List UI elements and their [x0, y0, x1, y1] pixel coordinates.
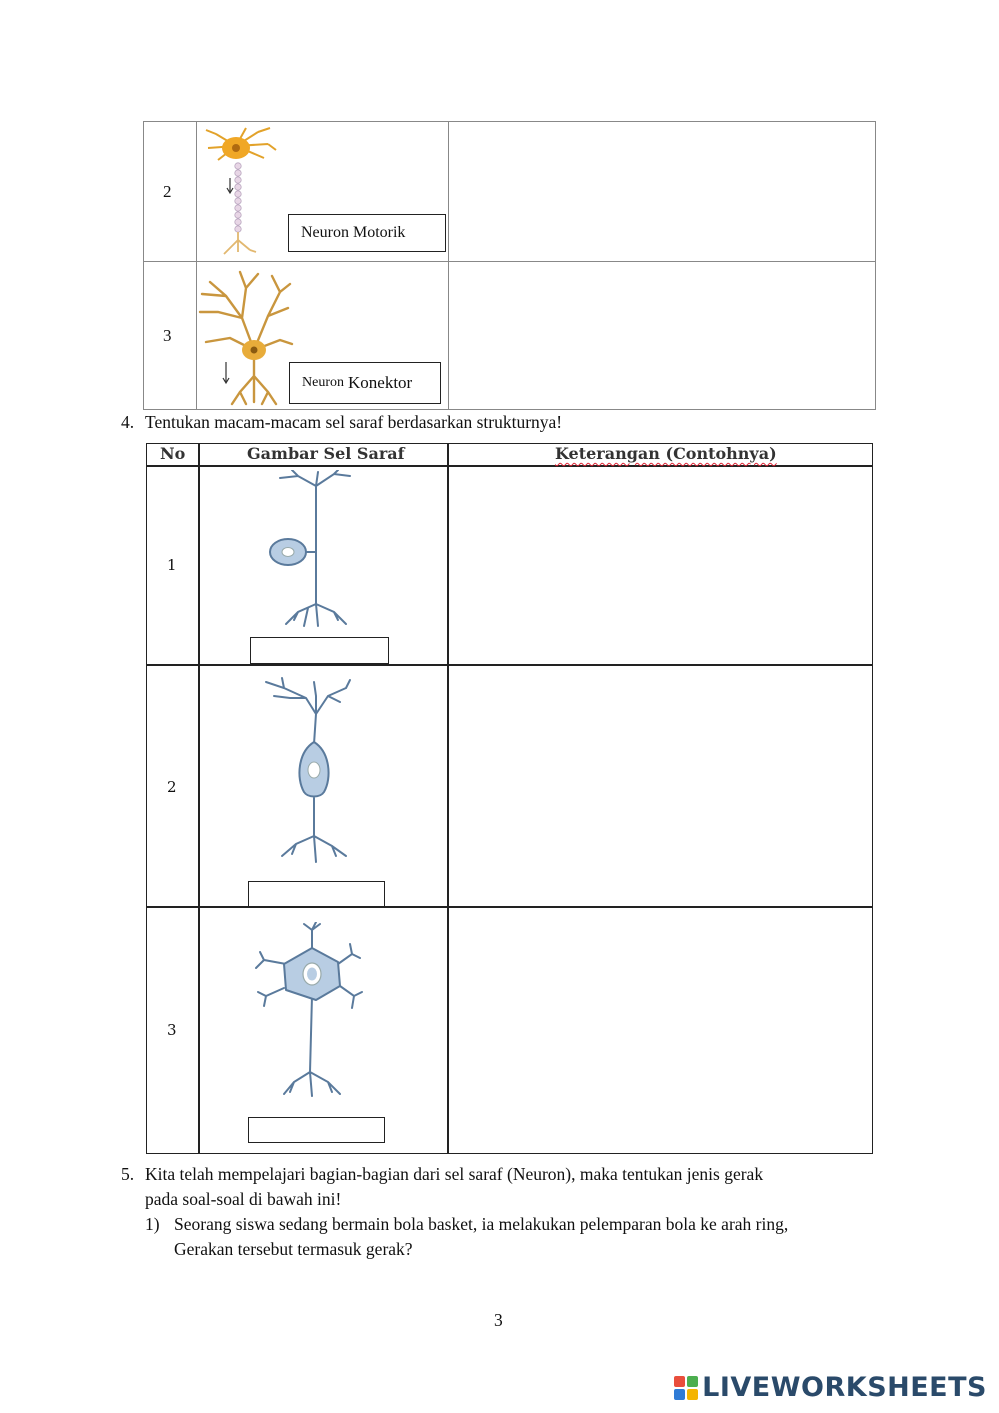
multipolar-neuron-image	[254, 922, 364, 1098]
row-number: 2	[163, 182, 172, 201]
header-image: Gambar Sel Saraf	[247, 444, 405, 463]
question-5-sub-number: 1)	[145, 1214, 160, 1234]
question-5-line-1: Kita telah mempelajari bagian-bagian dari sel saraf (Neuron), maka tentukan jenis gerak	[145, 1164, 764, 1184]
motor-neuron-image	[198, 126, 278, 256]
answer-box-1[interactable]	[250, 637, 389, 664]
answer-box-3[interactable]	[248, 1117, 385, 1143]
unipolar-neuron-image	[258, 470, 358, 630]
question-5-sub-line-1: Seorang siswa sedang bermain bola basket, ia melakukan pelemparan bola ke arah ring,	[174, 1214, 789, 1234]
question-5-line-2: pada soal-soal di bawah ini!	[145, 1189, 342, 1209]
row-number: 2	[167, 778, 177, 796]
liveworksheets-logo-icon	[674, 1376, 698, 1400]
row-number: 3	[167, 1021, 177, 1039]
row-number: 3	[163, 326, 172, 345]
answer-box-2[interactable]	[248, 881, 385, 907]
header-description: Keterangan (Contohnya)	[555, 444, 777, 463]
connector-neuron-image	[196, 268, 296, 408]
question-5-sub-line-2: Gerakan tersebut termasuk gerak?	[174, 1239, 413, 1259]
neuron-konektor-label: Neuron Konektor	[289, 362, 441, 404]
page-number: 3	[494, 1310, 503, 1330]
question-4: 4.	[121, 412, 135, 432]
header-no: No	[160, 444, 186, 463]
bipolar-neuron-image	[254, 674, 354, 870]
liveworksheets-brand: LIVEWORKSHEETS	[674, 1372, 987, 1403]
question-4-text: Tentukan macam-macam sel saraf berdasarkan strukturnya!	[145, 412, 563, 432]
question-5-number: 5.	[121, 1164, 135, 1184]
neuron-motorik-label: Neuron Motorik	[288, 214, 446, 252]
row-number: 1	[167, 556, 177, 574]
